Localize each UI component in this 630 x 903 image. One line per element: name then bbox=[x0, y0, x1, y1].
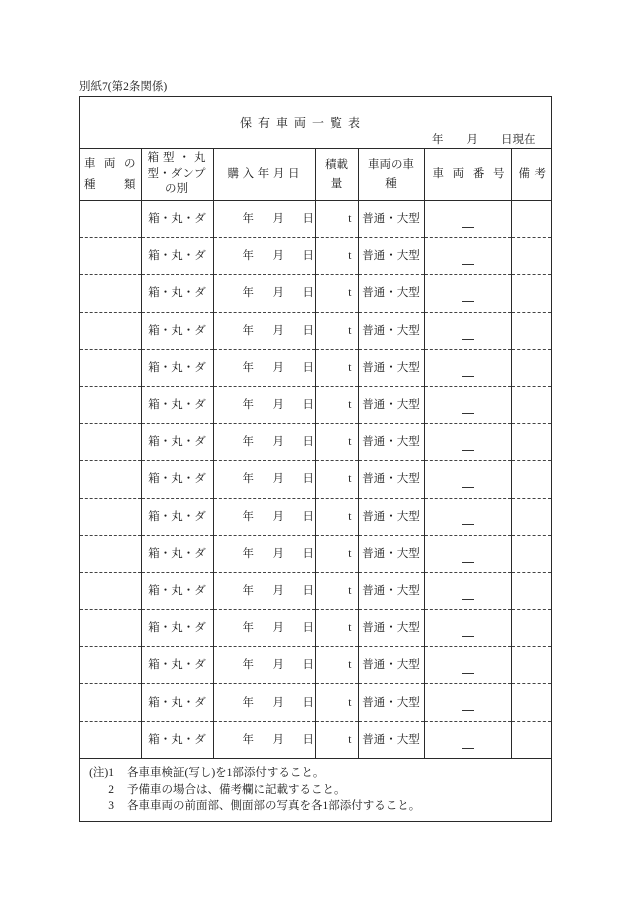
table-row bbox=[80, 349, 551, 386]
number-blank-line bbox=[462, 487, 474, 488]
vehicle-type-cell bbox=[80, 721, 141, 758]
note-marker: (注)1 bbox=[89, 767, 114, 779]
vehicle-type-cell bbox=[80, 610, 141, 647]
remarks-cell bbox=[511, 610, 551, 647]
note-item bbox=[80, 765, 551, 782]
header-label-line: 備 考 bbox=[518, 167, 546, 180]
header-label-line: 車 両 の bbox=[84, 157, 136, 170]
purchase-date-cell: 年 月 日 bbox=[213, 721, 315, 758]
remarks-cell bbox=[511, 312, 551, 349]
table-header-row bbox=[80, 149, 551, 201]
remarks-cell bbox=[511, 721, 551, 758]
table-row bbox=[80, 647, 551, 684]
body-style-cell: 箱・丸・ダ bbox=[141, 498, 213, 535]
load-capacity-cell: t bbox=[315, 312, 358, 349]
notes bbox=[80, 759, 551, 821]
note-item bbox=[80, 782, 551, 799]
vehicle-class-cell: 普通・大型 bbox=[358, 721, 424, 758]
body-style-cell: 箱・丸・ダ bbox=[141, 349, 213, 386]
vehicle-number-cell bbox=[424, 461, 511, 498]
number-blank-line bbox=[462, 524, 474, 525]
load-capacity-cell: t bbox=[315, 647, 358, 684]
vehicle-class-cell: 普通・大型 bbox=[358, 424, 424, 461]
header-vehicle-type bbox=[80, 149, 141, 201]
table-row bbox=[80, 238, 551, 275]
vehicle-class-cell: 普通・大型 bbox=[358, 349, 424, 386]
as-of-date: 年 月 日現在 bbox=[432, 134, 536, 146]
header-label-line: 箱 型 ・ 丸 bbox=[147, 152, 206, 165]
body-style-cell: 箱・丸・ダ bbox=[141, 424, 213, 461]
remarks-cell bbox=[511, 424, 551, 461]
vehicle-class-cell: 普通・大型 bbox=[358, 684, 424, 721]
vehicle-number-cell bbox=[424, 424, 511, 461]
purchase-date-cell: 年 月 日 bbox=[213, 312, 315, 349]
form-title: 保 有 車 両 一 覧 表 bbox=[240, 116, 362, 130]
load-capacity-cell: t bbox=[315, 386, 358, 423]
vehicle-number-cell bbox=[424, 535, 511, 572]
body-style-cell: 箱・丸・ダ bbox=[141, 461, 213, 498]
table-row bbox=[80, 201, 551, 238]
vehicle-class-cell: 普通・大型 bbox=[358, 238, 424, 275]
vehicle-class-cell: 普通・大型 bbox=[358, 647, 424, 684]
remarks-cell bbox=[511, 572, 551, 609]
vehicle-table bbox=[80, 148, 551, 759]
table-row bbox=[80, 684, 551, 721]
header-label-line: 積載 bbox=[325, 158, 348, 171]
header-purchase-date bbox=[213, 149, 315, 201]
purchase-date-cell: 年 月 日 bbox=[213, 461, 315, 498]
vehicle-type-cell bbox=[80, 572, 141, 609]
header-label-line: の別 bbox=[165, 183, 188, 196]
table-row bbox=[80, 386, 551, 423]
body-style-cell: 箱・丸・ダ bbox=[141, 535, 213, 572]
body-style-cell: 箱・丸・ダ bbox=[141, 572, 213, 609]
purchase-date-cell: 年 月 日 bbox=[213, 684, 315, 721]
number-blank-line bbox=[462, 413, 474, 414]
purchase-date-cell: 年 月 日 bbox=[213, 275, 315, 312]
number-blank-line bbox=[462, 748, 474, 749]
body-style-cell: 箱・丸・ダ bbox=[141, 201, 213, 238]
table-row bbox=[80, 572, 551, 609]
header-load-capacity bbox=[315, 149, 358, 201]
load-capacity-cell: t bbox=[315, 275, 358, 312]
remarks-cell bbox=[511, 201, 551, 238]
remarks-cell bbox=[511, 684, 551, 721]
header-label-line: 車両の車 bbox=[368, 158, 414, 171]
vehicle-class-cell: 普通・大型 bbox=[358, 498, 424, 535]
table-row bbox=[80, 312, 551, 349]
load-capacity-cell: t bbox=[315, 572, 358, 609]
vehicle-number-cell bbox=[424, 721, 511, 758]
body-style-cell: 箱・丸・ダ bbox=[141, 238, 213, 275]
vehicle-class-cell: 普通・大型 bbox=[358, 535, 424, 572]
note-text: 各車車両の前面部、側面部の写真を各1部添付すること。 bbox=[127, 800, 421, 812]
vehicle-class-cell: 普通・大型 bbox=[358, 572, 424, 609]
load-capacity-cell: t bbox=[315, 535, 358, 572]
note-item bbox=[80, 798, 551, 815]
remarks-cell bbox=[511, 498, 551, 535]
number-blank-line bbox=[462, 264, 474, 265]
vehicle-class-cell: 普通・大型 bbox=[358, 386, 424, 423]
note-marker: 3 bbox=[108, 800, 114, 812]
table-row bbox=[80, 275, 551, 312]
vehicle-number-cell bbox=[424, 610, 511, 647]
vehicle-type-cell bbox=[80, 424, 141, 461]
vehicle-type-cell bbox=[80, 201, 141, 238]
header-label-line: 車 両 番 号 bbox=[432, 167, 505, 180]
vehicle-table-body bbox=[80, 201, 551, 759]
vehicle-type-cell bbox=[80, 647, 141, 684]
vehicle-number-cell bbox=[424, 647, 511, 684]
load-capacity-cell: t bbox=[315, 424, 358, 461]
vehicle-type-cell bbox=[80, 386, 141, 423]
number-blank-line bbox=[462, 673, 474, 674]
vehicle-type-cell bbox=[80, 684, 141, 721]
purchase-date-cell: 年 月 日 bbox=[213, 349, 315, 386]
body-style-cell: 箱・丸・ダ bbox=[141, 275, 213, 312]
remarks-cell bbox=[511, 461, 551, 498]
vehicle-type-cell bbox=[80, 349, 141, 386]
purchase-date-cell: 年 月 日 bbox=[213, 386, 315, 423]
remarks-cell bbox=[511, 647, 551, 684]
vehicle-number-cell bbox=[424, 312, 511, 349]
attachment-label: 別紙7(第2条関係) bbox=[79, 81, 168, 93]
purchase-date-cell: 年 月 日 bbox=[213, 647, 315, 684]
purchase-date-cell: 年 月 日 bbox=[213, 498, 315, 535]
number-blank-line bbox=[462, 301, 474, 302]
purchase-date-cell: 年 月 日 bbox=[213, 572, 315, 609]
load-capacity-cell: t bbox=[315, 610, 358, 647]
table-row bbox=[80, 610, 551, 647]
vehicle-number-cell bbox=[424, 498, 511, 535]
vehicle-number-cell bbox=[424, 572, 511, 609]
number-blank-line bbox=[462, 562, 474, 563]
purchase-date-cell: 年 月 日 bbox=[213, 201, 315, 238]
remarks-cell bbox=[511, 386, 551, 423]
purchase-date-cell: 年 月 日 bbox=[213, 424, 315, 461]
vehicle-class-cell: 普通・大型 bbox=[358, 461, 424, 498]
vehicle-class-cell: 普通・大型 bbox=[358, 201, 424, 238]
body-style-cell: 箱・丸・ダ bbox=[141, 721, 213, 758]
vehicle-list-form bbox=[79, 96, 552, 822]
vehicle-number-cell bbox=[424, 275, 511, 312]
remarks-cell bbox=[511, 535, 551, 572]
number-blank-line bbox=[462, 450, 474, 451]
body-style-cell: 箱・丸・ダ bbox=[141, 312, 213, 349]
remarks-cell bbox=[511, 275, 551, 312]
title-area bbox=[80, 97, 551, 148]
header-remarks bbox=[511, 149, 551, 201]
remarks-cell bbox=[511, 349, 551, 386]
vehicle-type-cell bbox=[80, 275, 141, 312]
number-blank-line bbox=[462, 376, 474, 377]
number-blank-line bbox=[462, 710, 474, 711]
note-text: 各車車検証(写し)を1部添付すること。 bbox=[127, 767, 325, 779]
header-label-line: 購 入 年 月 日 bbox=[227, 167, 300, 180]
vehicle-class-cell: 普通・大型 bbox=[358, 275, 424, 312]
purchase-date-cell: 年 月 日 bbox=[213, 610, 315, 647]
load-capacity-cell: t bbox=[315, 238, 358, 275]
number-blank-line bbox=[462, 339, 474, 340]
load-capacity-cell: t bbox=[315, 498, 358, 535]
body-style-cell: 箱・丸・ダ bbox=[141, 647, 213, 684]
load-capacity-cell: t bbox=[315, 684, 358, 721]
body-style-cell: 箱・丸・ダ bbox=[141, 684, 213, 721]
vehicle-type-cell bbox=[80, 461, 141, 498]
vehicle-number-cell bbox=[424, 386, 511, 423]
header-label-line: 型・ダンプ bbox=[147, 167, 206, 180]
load-capacity-cell: t bbox=[315, 461, 358, 498]
table-row bbox=[80, 498, 551, 535]
purchase-date-cell: 年 月 日 bbox=[213, 238, 315, 275]
note-text: 予備車の場合は、備考欄に記載すること。 bbox=[127, 783, 346, 796]
number-blank-line bbox=[462, 227, 474, 228]
number-blank-line bbox=[462, 599, 474, 600]
vehicle-class-cell: 普通・大型 bbox=[358, 610, 424, 647]
header-vehicle-number bbox=[424, 149, 511, 201]
header-label-line: 量 bbox=[330, 177, 343, 190]
vehicle-number-cell bbox=[424, 238, 511, 275]
vehicle-type-cell bbox=[80, 238, 141, 275]
header-label-line: 種 bbox=[385, 177, 397, 190]
vehicle-class-cell: 普通・大型 bbox=[358, 312, 424, 349]
vehicle-number-cell bbox=[424, 201, 511, 238]
remarks-cell bbox=[511, 238, 551, 275]
body-style-cell: 箱・丸・ダ bbox=[141, 386, 213, 423]
purchase-date-cell: 年 月 日 bbox=[213, 535, 315, 572]
table-row bbox=[80, 721, 551, 758]
vehicle-type-cell bbox=[80, 498, 141, 535]
vehicle-type-cell bbox=[80, 535, 141, 572]
vehicle-number-cell bbox=[424, 349, 511, 386]
note-marker: 2 bbox=[108, 783, 114, 796]
header-body-style bbox=[141, 149, 213, 201]
table-row bbox=[80, 424, 551, 461]
vehicle-type-cell bbox=[80, 312, 141, 349]
table-row bbox=[80, 535, 551, 572]
body-style-cell: 箱・丸・ダ bbox=[141, 610, 213, 647]
load-capacity-cell: t bbox=[315, 349, 358, 386]
load-capacity-cell: t bbox=[315, 201, 358, 238]
vehicle-number-cell bbox=[424, 684, 511, 721]
load-capacity-cell: t bbox=[315, 721, 358, 758]
table-row bbox=[80, 461, 551, 498]
header-vehicle-class bbox=[358, 149, 424, 201]
number-blank-line bbox=[462, 636, 474, 637]
header-label-line: 種 類 bbox=[84, 178, 136, 191]
